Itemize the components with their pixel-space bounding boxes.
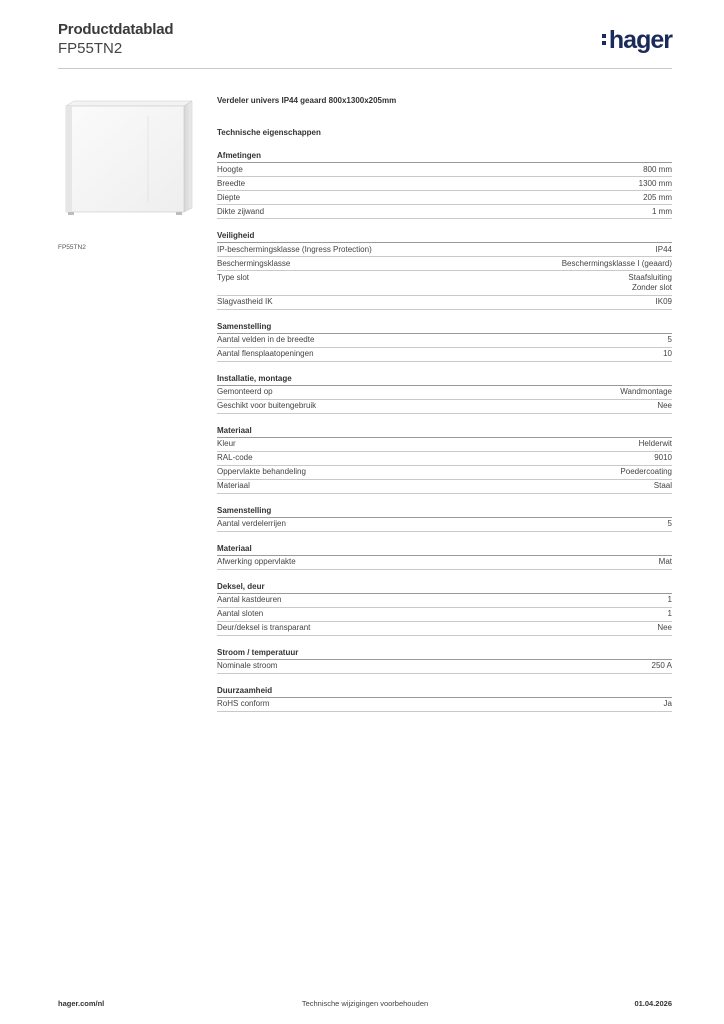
image-caption: FP55TN2 <box>58 244 86 251</box>
spec-value: 5 <box>667 519 672 528</box>
spec-label: Deur/deksel is transparant <box>217 623 311 632</box>
spec-label: RoHS conform <box>217 699 270 708</box>
spec-value: 10 <box>663 349 672 358</box>
spec-label: Aantal velden in de breedte <box>217 335 315 344</box>
spec-label: Geschikt voor buitengebruik <box>217 401 317 410</box>
spec-label: Aantal sloten <box>217 609 264 618</box>
spec-row <box>217 177 672 191</box>
spec-row <box>217 205 672 219</box>
spec-label: Materiaal <box>217 481 250 490</box>
spec-label: IP-beschermingsklasse (Ingress Protection) <box>217 244 372 254</box>
spec-group <box>217 231 672 310</box>
product-description: Verdeler univers IP44 geaard 800x1300x205mm <box>217 96 397 105</box>
spec-group-title: Deksel, deur <box>217 582 672 594</box>
spec-value: 250 A <box>651 661 672 670</box>
spec-label: Slagvastheid IK <box>217 297 273 306</box>
spec-row <box>217 334 672 348</box>
spec-row <box>217 480 672 494</box>
spec-row <box>217 191 672 205</box>
spec-group <box>217 151 672 219</box>
spec-group <box>217 544 672 570</box>
spec-label: Beschermingsklasse <box>217 258 291 268</box>
spec-group <box>217 322 672 362</box>
spec-group-title: Installatie, montage <box>217 374 672 386</box>
spec-group-title: Stroom / temperatuur <box>217 648 672 660</box>
spec-label: Gemonteerd op <box>217 387 273 396</box>
spec-row <box>217 608 672 622</box>
spec-label: Kleur <box>217 439 236 448</box>
spec-row <box>217 518 672 532</box>
spec-group <box>217 374 672 414</box>
spec-group <box>217 648 672 674</box>
spec-group <box>217 582 672 636</box>
spec-value: Beschermingsklasse I (geaard) <box>561 258 672 268</box>
spec-row <box>217 271 672 296</box>
spec-label: Breedte <box>217 178 246 188</box>
spec-value: 800 mm <box>643 164 672 174</box>
spec-groups <box>217 151 672 712</box>
spec-group <box>217 426 672 494</box>
header-divider <box>58 68 672 69</box>
specifications-section <box>217 96 672 724</box>
spec-row <box>217 466 672 480</box>
spec-label: Hoogte <box>217 164 243 174</box>
spec-value: 1 <box>667 595 672 604</box>
hager-logo <box>602 26 672 55</box>
spec-row <box>217 386 672 400</box>
spec-row <box>217 660 672 674</box>
spec-label: Afwerking oppervlakte <box>217 557 296 566</box>
spec-group-title: Materiaal <box>217 426 672 438</box>
spec-value: 9010 <box>654 453 672 462</box>
spec-value: IP44 <box>655 244 672 254</box>
spec-value: 205 mm <box>643 192 672 202</box>
spec-value: Nee <box>657 401 672 410</box>
spec-value: Staal <box>653 481 672 490</box>
spec-value: Ja <box>663 699 672 708</box>
spec-group-title: Afmetingen <box>217 151 672 163</box>
spec-row <box>217 257 672 271</box>
spec-group-title: Samenstelling <box>217 506 672 518</box>
footer-date: 01.04.2026 <box>634 999 672 1008</box>
spec-label: Diepte <box>217 192 241 202</box>
product-image <box>58 94 203 236</box>
spec-label: Aantal kastdeuren <box>217 595 282 604</box>
footer-website: hager.com/nl <box>58 999 105 1008</box>
spec-row <box>217 698 672 712</box>
spec-group-title: Samenstelling <box>217 322 672 334</box>
spec-row <box>217 452 672 466</box>
spec-value: Wandmontage <box>620 387 672 396</box>
spec-group-title: Duurzaamheid <box>217 686 672 698</box>
spec-value: Poedercoating <box>620 467 672 476</box>
spec-group-title: Materiaal <box>217 544 672 556</box>
spec-value: 1 mm <box>652 206 672 216</box>
spec-label: Oppervlakte behandeling <box>217 467 306 476</box>
footer-disclaimer: Technische wijzigingen voorbehouden <box>301 999 429 1008</box>
spec-label: Nominale stroom <box>217 661 278 670</box>
spec-row <box>217 594 672 608</box>
spec-value: IK09 <box>655 297 672 306</box>
spec-label: Type slot <box>217 272 250 282</box>
document-header <box>58 20 173 58</box>
spec-value: Helderwit <box>638 439 672 448</box>
spec-label: Aantal flensplaatopeningen <box>217 349 314 358</box>
spec-row <box>217 556 672 570</box>
spec-row <box>217 163 672 177</box>
spec-value: Mat <box>658 557 672 566</box>
spec-row <box>217 348 672 362</box>
spec-value: Nee <box>657 623 672 632</box>
spec-row <box>217 400 672 414</box>
spec-value: Staafsluiting Zonder slot <box>628 272 672 292</box>
spec-row <box>217 296 672 310</box>
section-title: Technische eigenschappen <box>217 128 321 137</box>
spec-label: Aantal verdelerrijen <box>217 519 286 528</box>
spec-group <box>217 686 672 712</box>
spec-value: 1 <box>667 609 672 618</box>
spec-group <box>217 506 672 532</box>
logo-text: hager <box>608 26 672 54</box>
spec-group-title: Veiligheid <box>217 231 672 243</box>
spec-row <box>217 243 672 257</box>
spec-label: RAL-code <box>217 453 253 462</box>
spec-row <box>217 622 672 636</box>
spec-label: Dikte zijwand <box>217 206 265 216</box>
spec-value: 5 <box>667 335 672 344</box>
spec-row <box>217 438 672 452</box>
document-title: Productdatablad <box>58 21 174 38</box>
logo-colon-icon <box>602 34 607 48</box>
product-code: FP55TN2 <box>58 40 123 57</box>
spec-value: 1300 mm <box>638 178 672 188</box>
